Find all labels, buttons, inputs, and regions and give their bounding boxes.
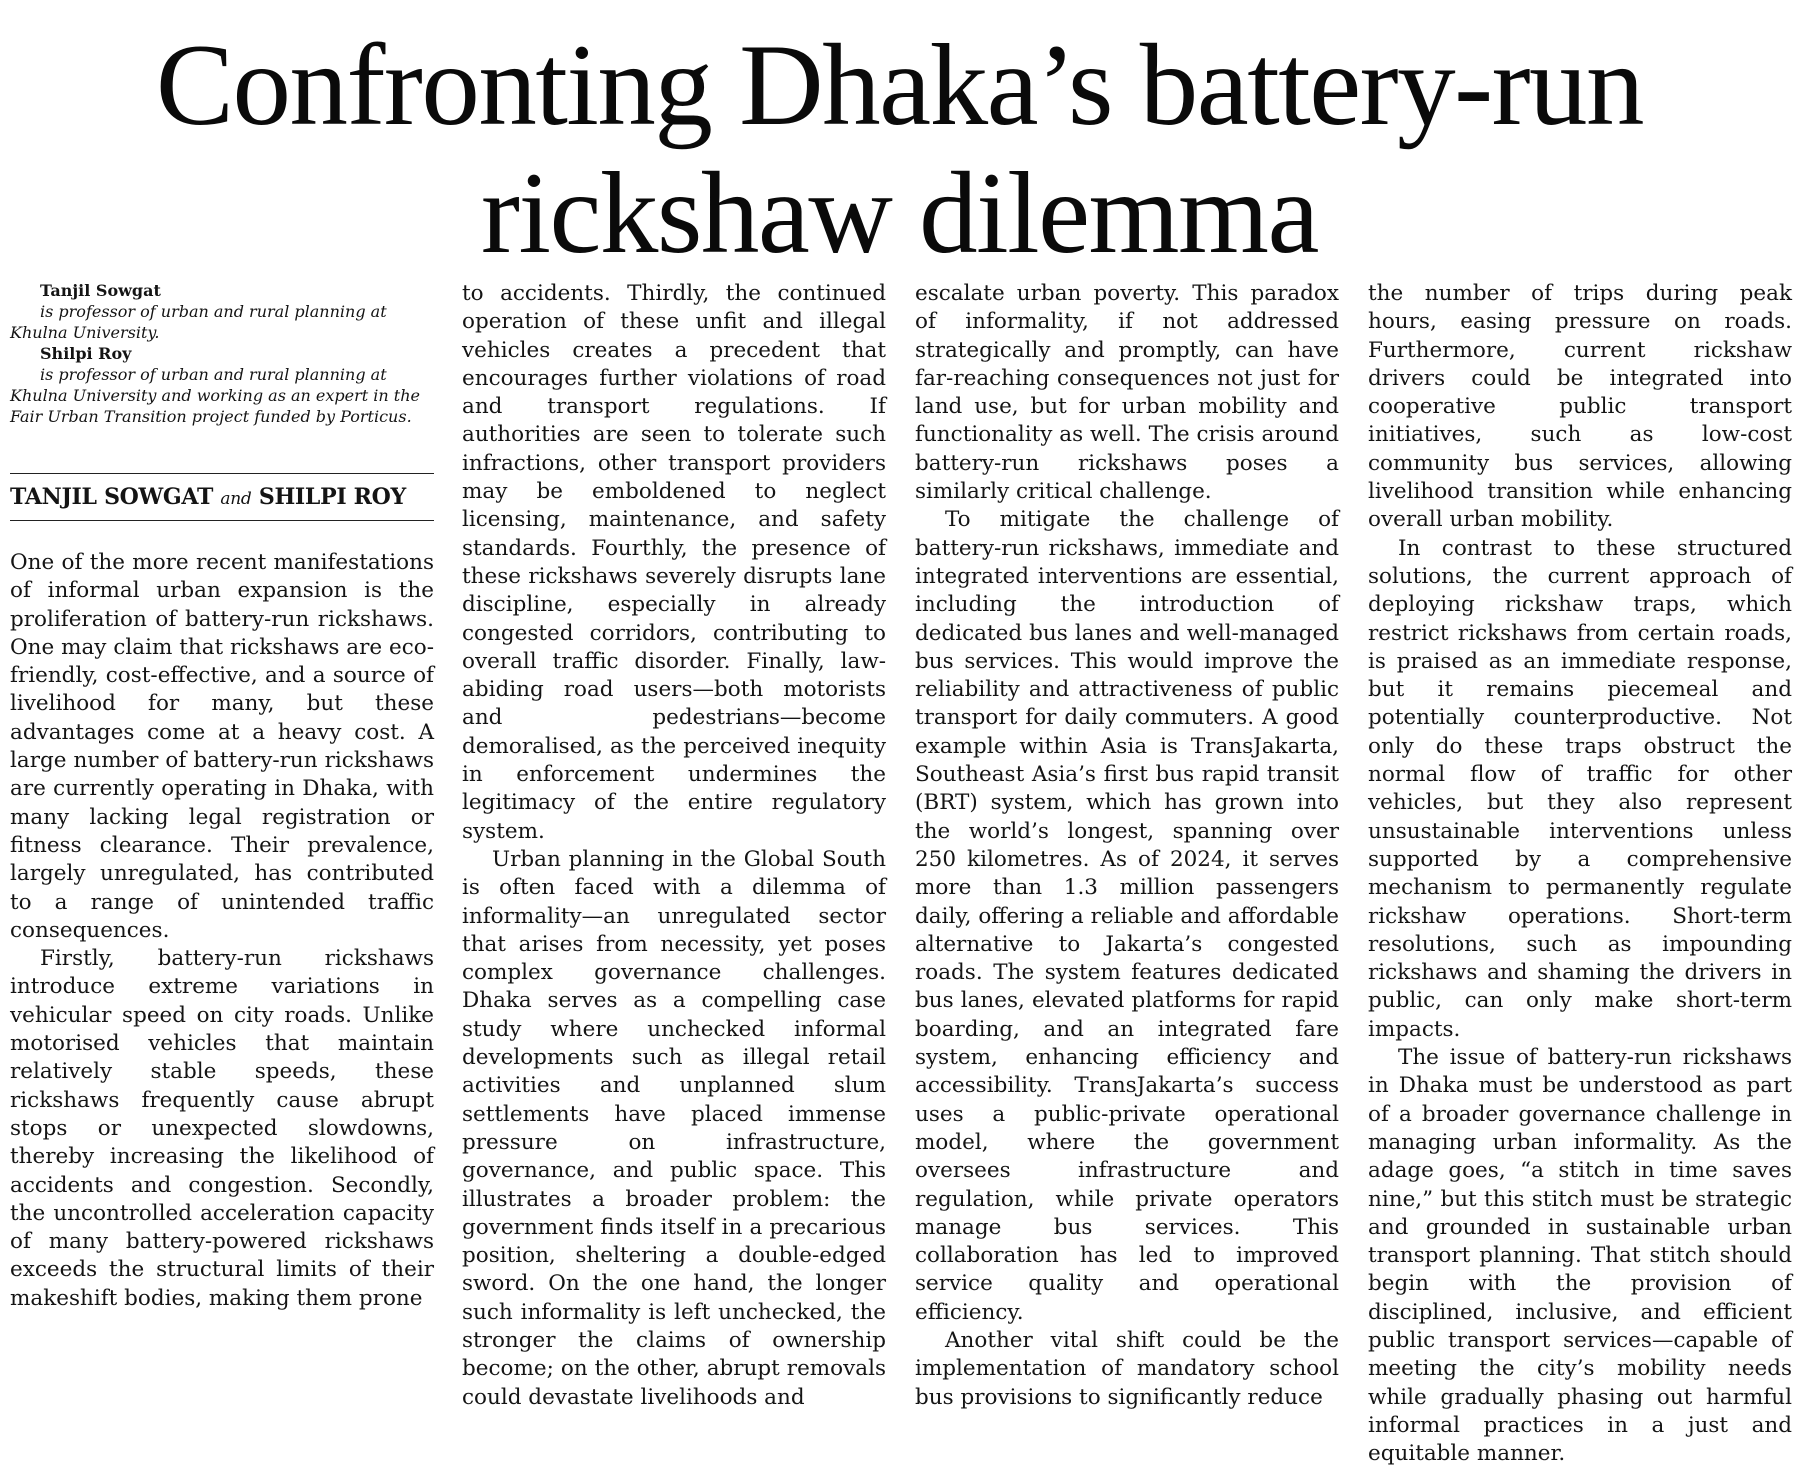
column-2 [462, 280, 886, 1410]
byline [10, 473, 434, 521]
article-paragraph: Urban planning in the Global South is often faced with a dilemma of informality—an unregulated sector that arises from necessity, yet poses complex governance challenges. Dhaka serves as a compelling case study where unchecked informal developments such as illegal retail activities and unplanned slum settlements have placed immense pressure on infrastructure, governance, and public space. This illustrates a broader problem: the government finds itself in a precarious position, sheltering a double-edged sword. On the one hand, the longer such informality is left unchecked, the stronger the claims of ownership become; on the other, abrupt removals could devastate livelihoods and [462, 846, 886, 1410]
article-paragraph: the number of trips during peak hours, easing pressure on roads. Furthermore, current rickshaw drivers could be integrated into cooperative public transport initiatives, such as low-cost community bus services, allowing livelihood transition while enhancing overall urban mobility. [1368, 281, 1792, 533]
article-paragraph: In contrast to these structured solutions, the current approach of deploying rickshaw traps, which restrict rickshaws from certain roads, is praised as an immediate response, but it remains piecemeal and potentially counterproductive. Not only do these traps obstruct the normal flow of traffic for other vehicles, but they also represent unsustainable interventions unless supported by a comprehensive mechanism to permanently regulate rickshaw operations. Short-term resolutions, such as impounding rickshaws and shaming the drivers in public, can only make short-term impacts. [1368, 535, 1792, 1042]
article-paragraph: One of the more recent manifestations of informal urban expansion is the proliferation of battery-run rickshaws. One may claim that rickshaws are eco-friendly, cost-effective, and a source of livelihood for many, but these advantages come at a heavy cost. A large number of battery-run rickshaws are currently operating in Dhaka, with many lacking legal registration or fitness clearance. Their prevalence, largely unregulated, has contributed to a range of unintended traffic consequences. [10, 550, 434, 943]
headline: Confronting Dhaka’s battery-run rickshaw dilemma [155, 21, 1644, 278]
column-4 [1368, 280, 1792, 1467]
byline-author: SHILPI ROY [258, 484, 406, 510]
article-paragraph: To mitigate the challenge of battery-run rickshaws, immediate and integrated interventions are essential, including the introduction of dedicated bus lanes and well-managed bus services. This would improve the reliability and attractiveness of public transport for daily commuters. A good example within Asia is TransJakarta, Southeast Asia’s first bus rapid transit (BRT) system, which has grown into the world’s longest, spanning over 250 kilometres. As of 2024, it serves more than 1.3 million passengers daily, offering a reliable and affordable alternative to Jakarta’s congested roads. The system features dedicated bus lanes, elevated platforms for rapid boarding, and an integrated fare system, enhancing efficiency and accessibility. TransJakarta’s success uses a public-private operational model, where the government oversees infrastructure and regulation, while private operators manage bus services. This collaboration has led to improved service quality and operational efficiency. [915, 507, 1339, 1325]
article-paragraph: escalate urban poverty. This paradox of informality, if not addressed strategically and promptly, can have far-reaching consequences not just for land use, but for urban mobility and functionality as well. The crisis around battery-run rickshaws poses a similarly critical challenge. [915, 281, 1339, 505]
article-paragraph: to accidents. Thirdly, the continued operation of these unfit and illegal vehicles creates a precedent that encourages further violations of road and transport regulations. If authorities are seen to tolerate such infractions, other transport providers may be emboldened to neglect licensing, maintenance, and safety standards. Fourthly, the presence of these rickshaws severely disrupts lane discipline, especially in already congested corridors, contributing to overall traffic disorder. Finally, law-abiding road users—both motorists and pedestrians—become demoralised, as the perceived inequity in enforcement undermines the legitimacy of the entire regulatory system. [462, 281, 886, 844]
column-1 [10, 280, 434, 1372]
article-paragraph: The issue of battery-run rickshaws in Dhaka must be understood as part of a broader governance challenge in managing urban informality. As the adage goes, “a stitch in time saves nine,” but this stitch must be strategic and grounded in sustainable urban transport planning. That stitch should begin with the provision of disciplined, inclusive, and efficient public transport services—capable of meeting the city’s mobility needs while gradually phasing out harmful informal practices in a just and equitable manner. [1368, 1045, 1792, 1467]
column-3 [915, 280, 1339, 1410]
author-name: Shilpi Roy [40, 344, 132, 363]
author-name: Tanjil Sowgat [40, 281, 161, 300]
article-paragraph: Firstly, battery-run rickshaws introduce extreme variations in vehicular speed on city roads. Unlike motorised vehicles that maintain relatively stable speeds, these rickshaws frequently cause abrupt stops or unexpected slowdowns, thereby increasing the likelihood of accidents and congestion. Secondly, the uncontrolled acceleration capacity of many battery-powered rickshaws exceeds the structural limits of their makeshift bodies, making them prone [10, 946, 434, 1311]
author-info [10, 280, 434, 427]
author-bio: is professor of urban and rural planning at Khulna University and working as an expert in the Fair Urban Transition project funded by Porticus. [10, 365, 420, 426]
byline-author: TANJIL SOWGAT [10, 484, 214, 510]
article-paragraph: Another vital shift could be the implementation of mandatory school bus provisions to significantly reduce [915, 1327, 1339, 1410]
author-bio: is professor of urban and rural planning at Khulna University. [10, 302, 387, 342]
byline-conjunction: and [220, 489, 252, 509]
